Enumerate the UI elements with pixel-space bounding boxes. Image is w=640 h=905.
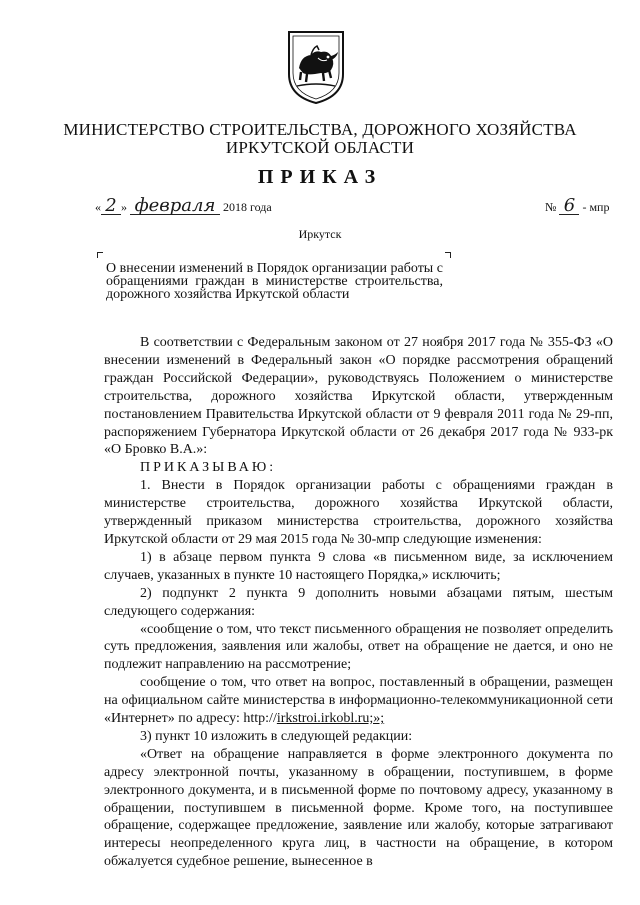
subject-corner-right — [445, 252, 451, 258]
date-day: 2 — [101, 198, 121, 215]
order-subject: О внесении изменений в Порядок организации работы с обращениями граждан в министерстве строительства, дорожного хозяйства Иркутской области — [106, 261, 443, 302]
date-open-quote: « — [95, 200, 101, 214]
quote-3-paragraph: «Ответ на обращение направляется в форме электронного документа по адресу электронной почты, указанному в обращении, поступившем, в форме электронного документа, и в письменной форме по почтовому адресу, указанному в обращении, поступившем в письменной форме. Кроме того, на поступившее обращение, содержащее предложение, заявление или жалобу, которые затрагивают интересы неопределенного круга лиц, в частности на обращение, в котором обжалуется судебное решение, вынесенное в — [104, 746, 613, 870]
subject-corner-left — [97, 252, 103, 258]
quote-2-paragraph — [104, 674, 613, 728]
ministry-name-line2: ИРКУТСКОЙ ОБЛАСТИ — [225, 138, 415, 157]
subitem-3-paragraph: 3) пункт 10 изложить в следующей редакции: — [140, 728, 413, 744]
document-date — [95, 195, 272, 216]
date-year: 2018 года — [223, 200, 272, 214]
quote-1-paragraph: «сообщение о том, что текст письменного обращения не позволяет определить суть предложения, заявления или жалобы, ответ на обращение не дается, и оно не подлежит направлению на рассмотрение; — [104, 621, 613, 673]
irkutsk-coat-of-arms-icon — [285, 28, 347, 106]
subitem-2-paragraph: 2) подпункт 2 пункта 9 дополнить новыми абзацами пятым, шестым следующего содержания: — [104, 585, 613, 619]
number-prefix: № — [545, 200, 557, 214]
document-type-title: ПРИКАЗ — [257, 166, 383, 188]
item-1-paragraph: 1. Внести в Порядок организации работы с обращениями граждан в министерстве строительства, дорожного хозяйства Иркутской области, утвержденный приказом министерства строительства, дорожного хозяйства Иркутской области от 29 мая 2015 года № 30-мпр следующие изменения: — [104, 478, 613, 547]
ministry-name-line1: МИНИСТЕРСТВО СТРОИТЕЛЬСТВА, ДОРОЖНОГО ХОЗЯЙСТВА — [63, 120, 577, 139]
document-number — [545, 195, 610, 216]
order-body — [104, 334, 613, 871]
preamble-paragraph: В соответствии с Федеральным законом от 27 ноября 2017 года № 355-ФЗ «О внесении изменений в Федеральный закон «О порядке рассмотрения обращений граждан Российской Федерации», руководствуясь Положением о министерстве строительства, дорожного хозяйства Иркутской области, утвержденным постановлением Правительства Иркутской области от 9 февраля 2011 года № 29-пп, распоряжением Губернатора Иркутской области от 26 декабря 2017 года № 933-рк «О Бровко В.А.»: — [104, 335, 613, 458]
quote-2-text: сообщение о том, что ответ на вопрос, поставленный в обращении, размещен на официальном сайте министерства в информационно-телекоммуникационной сети «Интернет» по адресу: http:// — [104, 675, 613, 727]
date-month: февраля — [130, 198, 220, 215]
order-word: ПРИКАЗЫВАЮ: — [140, 460, 277, 476]
date-close-quote: » — [121, 200, 127, 214]
subitem-1-paragraph: 1) в абзаце первом пункта 9 слова «в письменном виде, за исключением случаев, указанных в пункте 10 настоящего Порядка,» исключить; — [104, 549, 613, 583]
city-name: Иркутск — [298, 227, 342, 241]
number-suffix: - мпр — [582, 200, 610, 214]
ministry-website-link[interactable]: irkstroi.irkobl.ru;»; — [276, 711, 385, 727]
number-value: 6 — [559, 198, 579, 215]
